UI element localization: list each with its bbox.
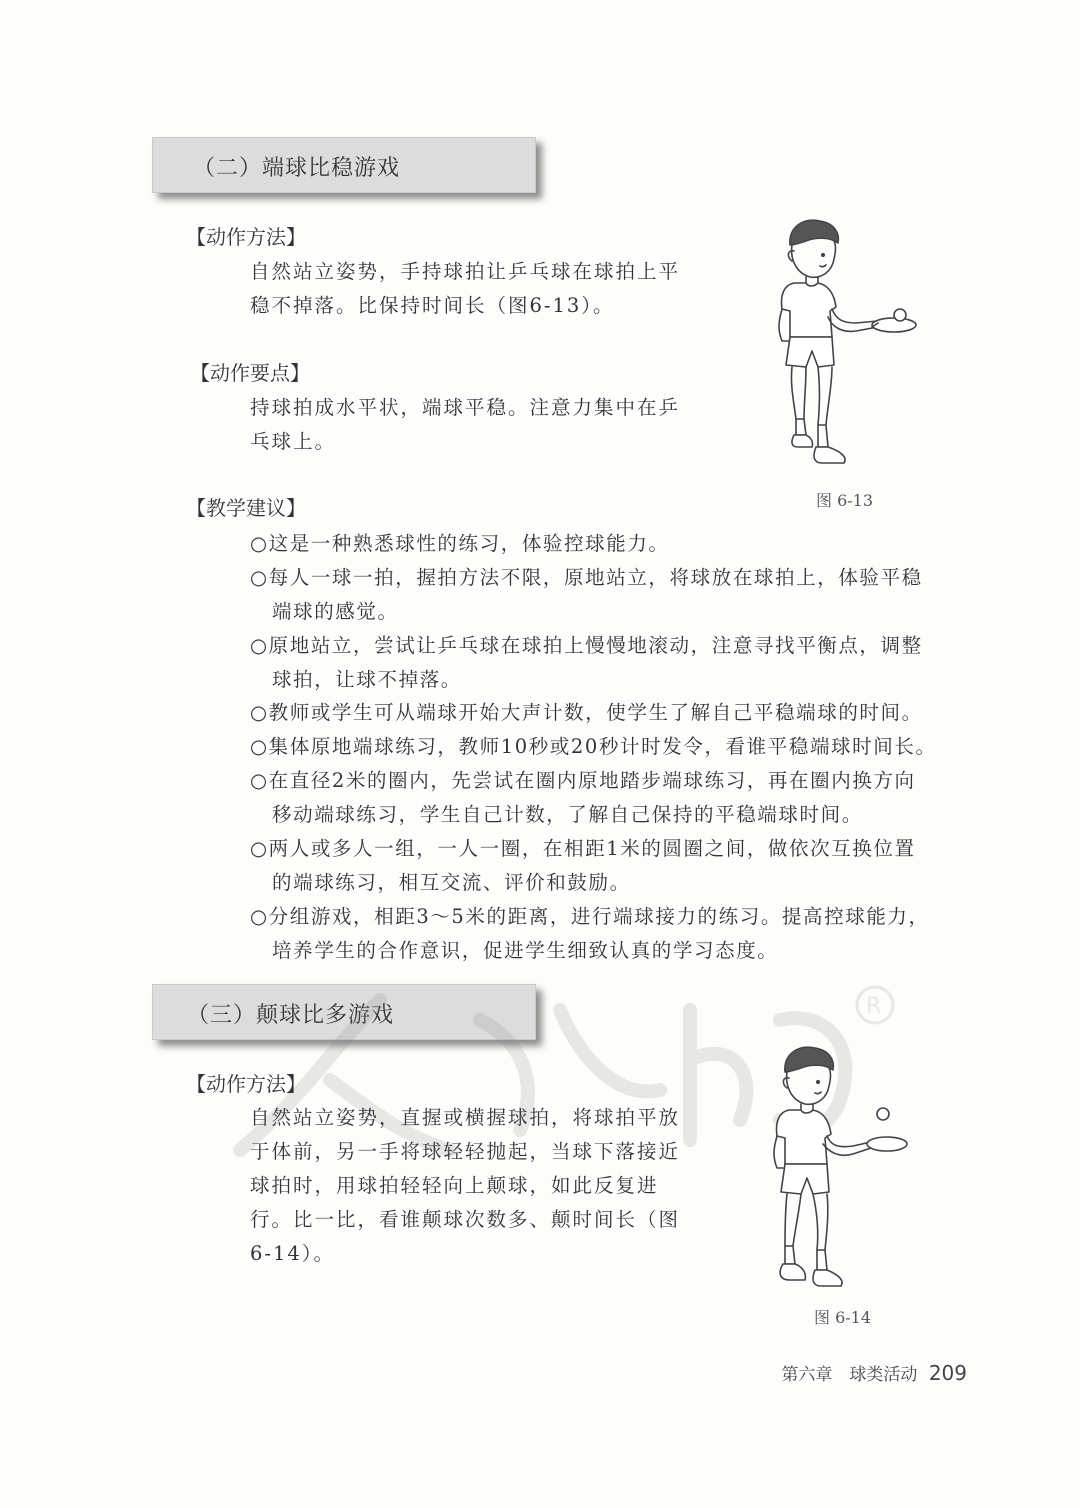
chapter-label: 第六章 球类活动: [781, 1365, 918, 1385]
section-header-3: [152, 984, 536, 1040]
section-header-2: [152, 137, 536, 193]
suggestion-item: ○分组游戏，相距3～5米的距离，进行端球接力的练习。提高控球能力，: [250, 905, 930, 928]
figure-6-13-illustration: [760, 215, 930, 477]
suggestion-item: ○每人一球一拍，握拍方法不限，原地站立，将球放在球拍上，体验平稳: [250, 566, 923, 589]
suggestion-item-cont: 端球的感觉。: [272, 600, 399, 623]
method-line-3: 自然站立姿势，直握或横握球拍，将球拍平放: [250, 1106, 681, 1129]
suggestion-item-cont: 培养学生的合作意识，促进学生细致认真的学习态度。: [272, 939, 779, 962]
keypoint-heading: 【动作要点】: [190, 361, 310, 385]
keypoint-line: 持球拍成水平状，端球平稳。注意力集中在乒: [250, 396, 681, 419]
suggestion-item: ○这是一种熟悉球性的练习，体验控球能力。: [250, 532, 670, 555]
page-number: 209: [928, 1361, 967, 1385]
suggestion-item: ○原地站立，尝试让乒乓球在球拍上慢慢地滚动，注意寻找平衡点，调整: [250, 634, 923, 657]
section-title-2: （二）端球比稳游戏: [193, 156, 401, 181]
page-footer: [781, 1360, 967, 1385]
method-line: 稳不掉落。比保持时间长（图6-13）。: [250, 294, 615, 317]
figure-6-14-illustration: [755, 1040, 925, 1296]
suggestion-heading: 【教学建议】: [186, 496, 306, 520]
method-heading-3: 【动作方法】: [186, 1072, 306, 1096]
suggestion-item: ○两人或多人一组，一人一圈，在相距1米的圆圈之间，做依次互换位置: [250, 837, 916, 860]
suggestion-item-cont: 的端球练习，相互交流、评价和鼓励。: [272, 871, 631, 894]
figure-caption-6-13: 图 6-13: [816, 491, 874, 510]
svg-text:R: R: [866, 994, 882, 1019]
figure-caption-6-14: 图 6-14: [814, 1308, 872, 1327]
method-line-3: 球拍时，用球拍轻轻向上颠球，如此反复进: [250, 1174, 659, 1197]
method-line-3: 行。比一比，看谁颠球次数多、颠时间长（图: [250, 1208, 681, 1231]
suggestion-item-cont: 移动端球练习，学生自己计数，了解自己保持的平稳端球时间。: [272, 803, 863, 826]
method-line: 自然站立姿势，手持球拍让乒乓球在球拍上平: [250, 260, 681, 283]
method-line-3: 6-14）。: [250, 1242, 336, 1265]
suggestion-item-cont: 球拍，让球不掉落。: [272, 668, 462, 691]
suggestion-item: ○集体原地端球练习，教师10秒或20秒计时发令，看谁平稳端球时间长。: [250, 735, 937, 758]
keypoint-line: 乓球上。: [250, 430, 337, 453]
suggestion-item: ○教师或学生可从端球开始大声计数，使学生了解自己平稳端球的时间。: [250, 701, 923, 724]
suggestion-item: ○在直径2米的圈内，先尝试在圈内原地踏步端球练习，再在圈内换方向: [250, 769, 916, 792]
section-title-3: （三）颠球比多游戏: [187, 1003, 395, 1028]
method-line-3: 于体前，另一手将球轻轻抛起，当球下落接近: [250, 1140, 681, 1163]
method-heading: 【动作方法】: [186, 225, 306, 249]
